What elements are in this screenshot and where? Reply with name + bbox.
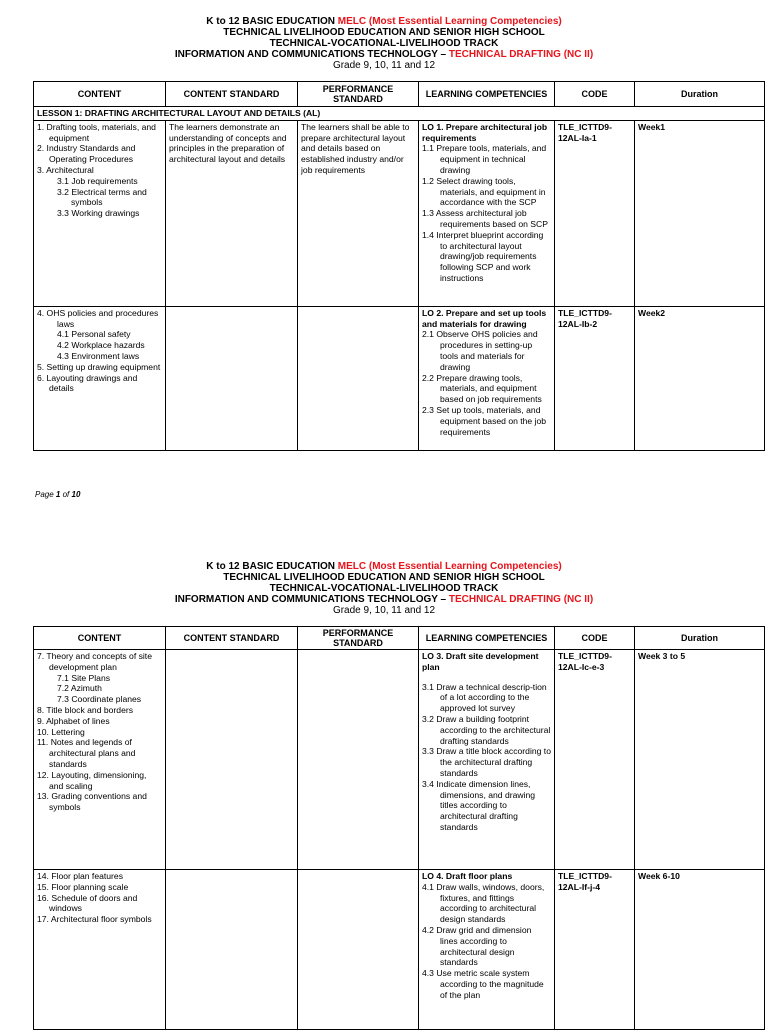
row3-competency-list <box>422 682 551 833</box>
header-line-4: INFORMATION AND COMMUNICATIONS TECHNOLOGY – TECHNICAL DRAFTING (NC II) <box>174 49 594 60</box>
row4-competency-list <box>422 882 551 1001</box>
content-item: 7.3 Coordinate planes <box>57 694 142 705</box>
col-content: CONTENT <box>34 82 166 107</box>
competency-item: 4.2 Draw grid and dimension lines according to architectural design standards <box>422 924 532 968</box>
content-item: 15. Floor planning scale <box>37 881 129 892</box>
content-item: 6. Layouting drawings and details <box>37 372 138 394</box>
row1-code: TLE_ICTTD9-12AL-Ia-1 <box>555 120 635 306</box>
col-content-standard: CONTENT STANDARD <box>166 82 298 107</box>
row2-competencies <box>419 306 555 450</box>
header-line-5: Grade 9, 10, 11 and 12 <box>332 60 436 71</box>
content-item: 14. Floor plan features <box>37 871 123 881</box>
content-item: 3.3 Working drawings <box>57 208 140 219</box>
row1-performance-standard: The learners shall be able to prepare architectural layout and details based on established industry and/or job requirements <box>298 120 419 306</box>
col-duration: Duration <box>635 82 765 107</box>
content-item: laws <box>57 318 75 329</box>
curriculum-table-page-2 <box>33 626 765 1030</box>
row2-content <box>34 306 166 450</box>
row2-performance-standard <box>298 306 419 450</box>
row3-performance-standard <box>298 650 419 870</box>
row4-duration: Week 6-10 <box>635 870 765 1030</box>
row4-competencies <box>419 870 555 1030</box>
content-item: 9. Alphabet of lines <box>37 715 110 726</box>
header-line-4: INFORMATION AND COMMUNICATIONS TECHNOLOGY – TECHNICAL DRAFTING (NC II) <box>174 594 594 605</box>
content-item: 11. Notes and legends of architectural plans and standards <box>37 737 136 769</box>
row4-code: TLE_ICTTD9-12AL-If-j-4 <box>555 870 635 1030</box>
table-row <box>34 650 765 870</box>
content-item: 3.2 Electrical terms and symbols <box>57 186 147 208</box>
col-learning-competencies: LEARNING COMPETENCIES <box>419 627 555 650</box>
row1-content <box>34 120 166 306</box>
header-line-1: K to 12 BASIC EDUCATION MELC (Most Essential Learning Competencies) <box>206 561 562 572</box>
row4-content-standard <box>166 870 298 1030</box>
competency-item: 1.2 Select drawing tools, materials, and equipment in accordance with the SCP <box>422 175 546 208</box>
content-item: 1. Drafting tools, materials, and equipment <box>37 121 156 143</box>
row4-lo: LO 4. Draft floor plans <box>422 871 513 881</box>
content-item: 13. Grading conventions and symbols <box>37 791 147 813</box>
table-row <box>34 870 765 1030</box>
document-header-2 <box>0 561 768 616</box>
row2-code: TLE_ICTTD9-12AL-Ib-2 <box>555 306 635 450</box>
row3-code: TLE_ICTTD9-12AL-Ic-e-3 <box>555 650 635 870</box>
row4-performance-standard <box>298 870 419 1030</box>
content-item: 12. Layouting, dimensioning, and scaling <box>37 769 147 791</box>
content-item: 4.2 Workplace hazards <box>57 340 145 351</box>
content-item: 10. Lettering <box>37 726 85 737</box>
content-item: 7.2 Azimuth <box>57 683 102 694</box>
content-item: 7. Theory and concepts of site development plan <box>37 651 152 672</box>
competency-item: 2.1 Observe OHS policies and procedures in setting-up tools and materials for drawing <box>422 329 538 372</box>
document-header <box>0 16 768 71</box>
header-line-1: K to 12 BASIC EDUCATION MELC (Most Essential Learning Competencies) <box>206 16 562 27</box>
competency-item: 1.3 Assess architectural job requirements based on SCP <box>422 208 548 229</box>
competency-item: 4.3 Use metric scale system according to the magnitude of the plan <box>422 968 544 1000</box>
header-line-2: TECHNICAL LIVELIHOOD EDUCATION AND SENIOR HIGH SCHOOL <box>223 27 545 38</box>
competency-item: 3.4 Indicate dimension lines, dimensions, and drawing titles according to architectural drafting standards <box>422 778 536 832</box>
row3-content-standard <box>166 650 298 870</box>
row3-duration: Week 3 to 5 <box>635 650 765 870</box>
row4-content <box>34 870 166 1030</box>
row1-content-standard: The learners demonstrate an understanding of concepts and principles in the preparation of architectural layout and details <box>166 120 298 306</box>
col-learning-competencies: LEARNING COMPETENCIES <box>419 82 555 107</box>
row2-duration: Week2 <box>635 306 765 450</box>
row1-competencies <box>419 120 555 306</box>
content-item: 5. Setting up drawing equipment <box>37 361 161 372</box>
competency-item: 4.1 Draw walls, windows, doors, fixtures, and fittings according to architectural design standards <box>422 881 545 925</box>
competency-item: 3.1 Draw a technical descrip-tion of a lot according to the approved lot survey <box>422 681 547 714</box>
col-content: CONTENT <box>34 627 166 650</box>
curriculum-table-page-1 <box>33 81 765 451</box>
competency-item: 2.3 Set up tools, materials, and equipment based on the job requirements <box>422 404 547 437</box>
content-item: 17. Architectural floor symbols <box>37 914 152 925</box>
col-duration: Duration <box>635 627 765 650</box>
col-code: CODE <box>555 82 635 107</box>
content-item: 4.3 Environment laws <box>57 350 140 361</box>
competency-item: 3.3 Draw a title block according to the architectural drafting standards <box>422 746 551 778</box>
header-line-2: TECHNICAL LIVELIHOOD EDUCATION AND SENIOR HIGH SCHOOL <box>223 572 545 583</box>
row1-competency-list <box>422 143 551 283</box>
page-footer: Page 1 of 10 <box>35 490 81 499</box>
header-line-5: Grade 9, 10, 11 and 12 <box>332 605 436 616</box>
header-line-3: TECHNICAL-VOCATIONAL-LIVELIHOOD TRACK <box>269 38 499 49</box>
row3-competencies <box>419 650 555 870</box>
row3-lo: LO 3. Draft site development plan <box>422 651 539 672</box>
row2-competency-list <box>422 329 551 437</box>
competency-item: 2.2 Prepare drawing tools, materials, and equipment based on job requirements <box>422 372 542 405</box>
col-performance-standard: PERFORMANCE STANDARD <box>298 627 419 650</box>
col-code: CODE <box>555 627 635 650</box>
competency-item: 1.1 Prepare tools, materials, and equipment in technical drawing <box>422 143 547 175</box>
row1-duration: Week1 <box>635 120 765 306</box>
content-item: 3.1 Job requirements <box>57 175 138 186</box>
row2-lo: LO 2. Prepare and set up tools and materials for drawing <box>422 307 547 329</box>
row2-content-standard <box>166 306 298 450</box>
content-item: 4.1 Personal safety <box>57 329 131 340</box>
competency-item: 1.4 Interpret blueprint according to architectural layout drawing/job requirements following SCP and work instructions <box>422 229 544 283</box>
content-item: 3. Architectural <box>37 164 94 175</box>
content-item: 2. Industry Standards and Operating Procedures <box>37 143 136 165</box>
content-item: 8. Title block and borders <box>37 704 134 715</box>
content-item: 16. Schedule of doors and windows <box>37 892 138 914</box>
header-line-3: TECHNICAL-VOCATIONAL-LIVELIHOOD TRACK <box>269 583 499 594</box>
competency-item: 3.2 Draw a building footprint according to the architectural drafting standards <box>422 713 551 746</box>
table-row <box>34 306 765 450</box>
content-item: 4. OHS policies and procedures <box>37 307 159 318</box>
row3-content <box>34 650 166 870</box>
table-row <box>34 120 765 306</box>
row1-lo: LO 1. Prepare architectural job requirements <box>422 121 548 143</box>
content-item: 7.1 Site Plans <box>57 672 111 683</box>
lesson-title: LESSON 1: DRAFTING ARCHITECTURAL LAYOUT AND DETAILS (AL) <box>34 107 765 121</box>
col-content-standard: CONTENT STANDARD <box>166 627 298 650</box>
col-performance-standard: PERFORMANCE STANDARD <box>298 82 419 107</box>
